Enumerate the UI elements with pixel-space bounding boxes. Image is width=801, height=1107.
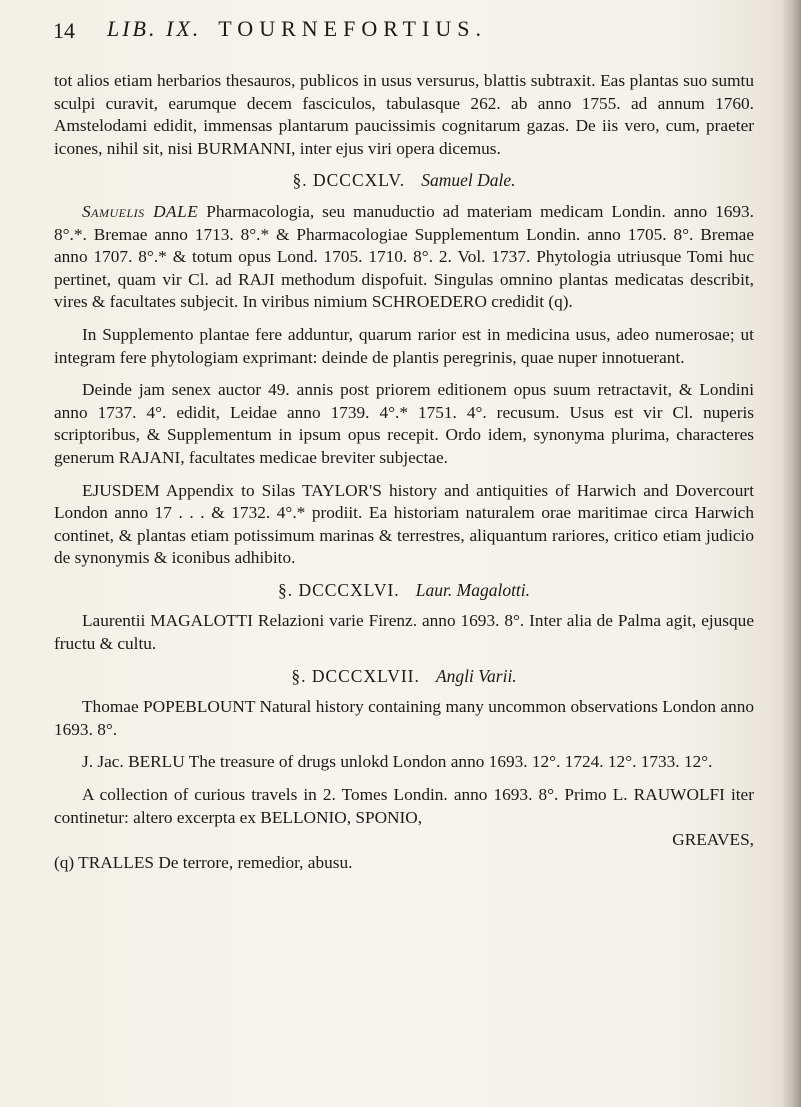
spacer (54, 314, 754, 324)
paragraph-popeblount: Thomae POPEBLOUNT Natural history containing many uncommon observations London anno 1693. 8°. (54, 697, 754, 739)
spacer (54, 470, 754, 480)
section-number: §. DCCCXLVI. (277, 579, 400, 600)
section-subject: Samuel Dale. (421, 170, 516, 191)
page-body (54, 70, 754, 874)
running-head-book: LIB. IX. (107, 16, 202, 41)
running-head (107, 16, 487, 42)
section-subject: Angli Varii. (435, 665, 517, 686)
section-number: §. DCCCXLVII. (291, 665, 420, 686)
paragraph-dale-pharmacologia (54, 201, 754, 314)
page-edge-shadow (781, 0, 801, 1107)
paragraph-continuation-name: GREAVES, (672, 830, 754, 850)
paragraph-berlu: J. Jac. BERLU The treasure of drugs unlokd London anno 1693. 12°. 1724. 12°. 1733. 12°. (82, 752, 713, 772)
paragraph-deinde: Deinde jam senex auctor 49. annis post priorem editionem opus suum retractavit, & Londini anno 1737. 4°. edidit, Leidae anno 1739. 4°.* 1751. 4°. recusum. Usus est vir Cl. nuperis scriptoribus, & Supplementum in ipsum opus recepit. Ordo idem, synonyma plurima, characteres generum RAJANI, facultates medicae breviter subjectae. (54, 380, 754, 467)
author-name: Samuelis DALE (82, 201, 199, 221)
paragraph-collection: A collection of curious travels in 2. Tomes Londin. anno 1693. 8°. Primo L. RAUWOLFI iter continetur: altero excerpta ex BELLONIO, SPONIO, (54, 785, 754, 827)
section-heading-dcccxlvi (54, 579, 754, 602)
section-subject: Laur. Magalotti. (415, 579, 531, 600)
footnote: (q) TRALLES De terrore, remedior, abusu. (54, 852, 353, 872)
running-header (53, 16, 673, 46)
page-number: 14 (53, 18, 75, 43)
running-head-title: TOURNEFORTIUS. (218, 16, 487, 41)
paragraph-supplementum: In Supplemento plantae fere adduntur, quarum rarior est in medicina usus, adeo numerosae; ut integram fere phytologiam exprimant: deinde de plantis peregrinis, quae nuper innotuerant. (54, 324, 754, 367)
section-number: §. DCCCXLV. (292, 170, 406, 191)
paragraph-continuation: tot alios etiam herbarios thesauros, publicos in usus versurus, blattis subtraxit. Eas plantas suo sumtu sculpi curavit, earumque decem fasciculos, tabulasque 262. ab anno 1755. ad annum 1760. Amstelodami edidit, immensas plantarum paucissimis cognitarum gazas. De iis vero, cum, praeter icones, nihil sit, nisi BURMANNI, inter ejus viri opera dicemus. (54, 71, 754, 158)
paragraph-appendix: EJUSDEM Appendix to Silas TAYLOR'S history and antiquities of Harwich and Dovercourt London anno 17 . . . & 1732. 4°.* prodiit. Ea historiam naturalem orae maritimae circa Harwich continet, & plantas etiam potissimum marinas & terrestres, aliquantum rariores, critico etiam judicio de synonymis & iconibus adhibito. (54, 480, 754, 568)
section-heading-dcccxlvii (54, 665, 754, 688)
section-heading-dccxlv (54, 169, 754, 192)
paragraph-text: Pharmacologia, seu manuductio ad materiam medicam Londin. anno 1693. 8°.*. Bremae anno 1713. 8°.* & Pharmacologiae Supplementum Londin. anno 1705. 8°. Bremae anno 1707. 8°.* & totum opus Lond. 1705. 1710. 8°. 2. Vol. 1737. Phytologia utriusque Tomi huc pertinet, quam vir Cl. ad RAJI methodum dispofuit. Singulas omnino plantas medicatas describit, vires & facultates subjecit. In viribus nimium SCHROEDERO credidit (q). (54, 201, 754, 312)
spacer (54, 369, 754, 379)
spacer (54, 741, 754, 751)
paragraph-magalotti: Laurentii MAGALOTTI Relazioni varie Firenz. anno 1693. 8°. Inter alia de Palma agit, ejusque fructu & cultu. (54, 611, 754, 654)
spacer (54, 774, 754, 784)
